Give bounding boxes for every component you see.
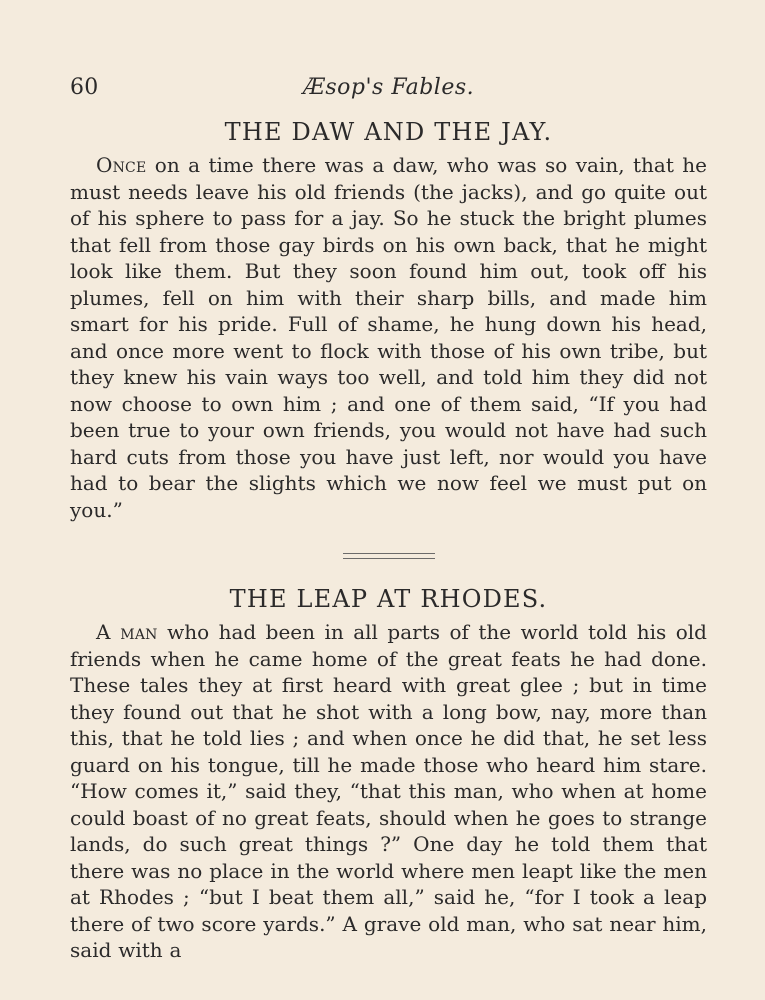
- fable-title: THE LEAP AT RHODES.: [229, 585, 548, 613]
- fable-opening-word: A man: [96, 620, 158, 644]
- fable-text: who had been in all parts of the world told his old friends when he came home of the great feats he had done. These tales they at first heard with great glee ; but in time they found out that he shot with a long bow, nay, more than this, that he told lies ; and when once he did that, he set less guard on his tongue, till he made those who heard him stare. “How comes it,” said they, “that this man, who when at home could boast of no great feats, should when he goes to strange lands, do such great things ?” One day he told them that there was no place in the world where men leapt like the men at Rhodes ; “but I beat them all,” said he, “for I took a leap there of two score yards.” A grave old man, who sat near him, said with a: [70, 620, 707, 962]
- fable-text: on a time there was a daw, who was so vain, that he must needs leave his old friends (the jacks), and go quite out of his sphere to pass for a jay. So he stuck the bright plumes that fell from those gay birds on his own back, that he might look like them. But they soon found him out, took off his plumes, fell on him with their sharp bills, and made him smart for his pride. Full of shame, he hung down his head, and once more went to flock with those of his own tribe, but they knew his vain ways too well, and told him they did not now choose to own him ; and one of them said, “If you had been true to your own friends, you would not have had such hard cuts from those you have just left, nor would you have had to bear the slights which we now feel we must put on you.”: [70, 153, 707, 522]
- fable-body: [70, 619, 707, 964]
- page-header: [70, 72, 707, 106]
- fable-body: [70, 152, 707, 523]
- running-title: Æsop's Fables.: [302, 75, 475, 100]
- page-number: 60: [70, 75, 99, 100]
- fable-opening-word: Once: [96, 153, 147, 177]
- section-divider: [343, 553, 435, 559]
- fable-leap-at-rhodes: [70, 583, 707, 964]
- fable-daw-and-jay: [70, 116, 707, 523]
- fable-title: THE DAW AND THE JAY.: [224, 118, 553, 146]
